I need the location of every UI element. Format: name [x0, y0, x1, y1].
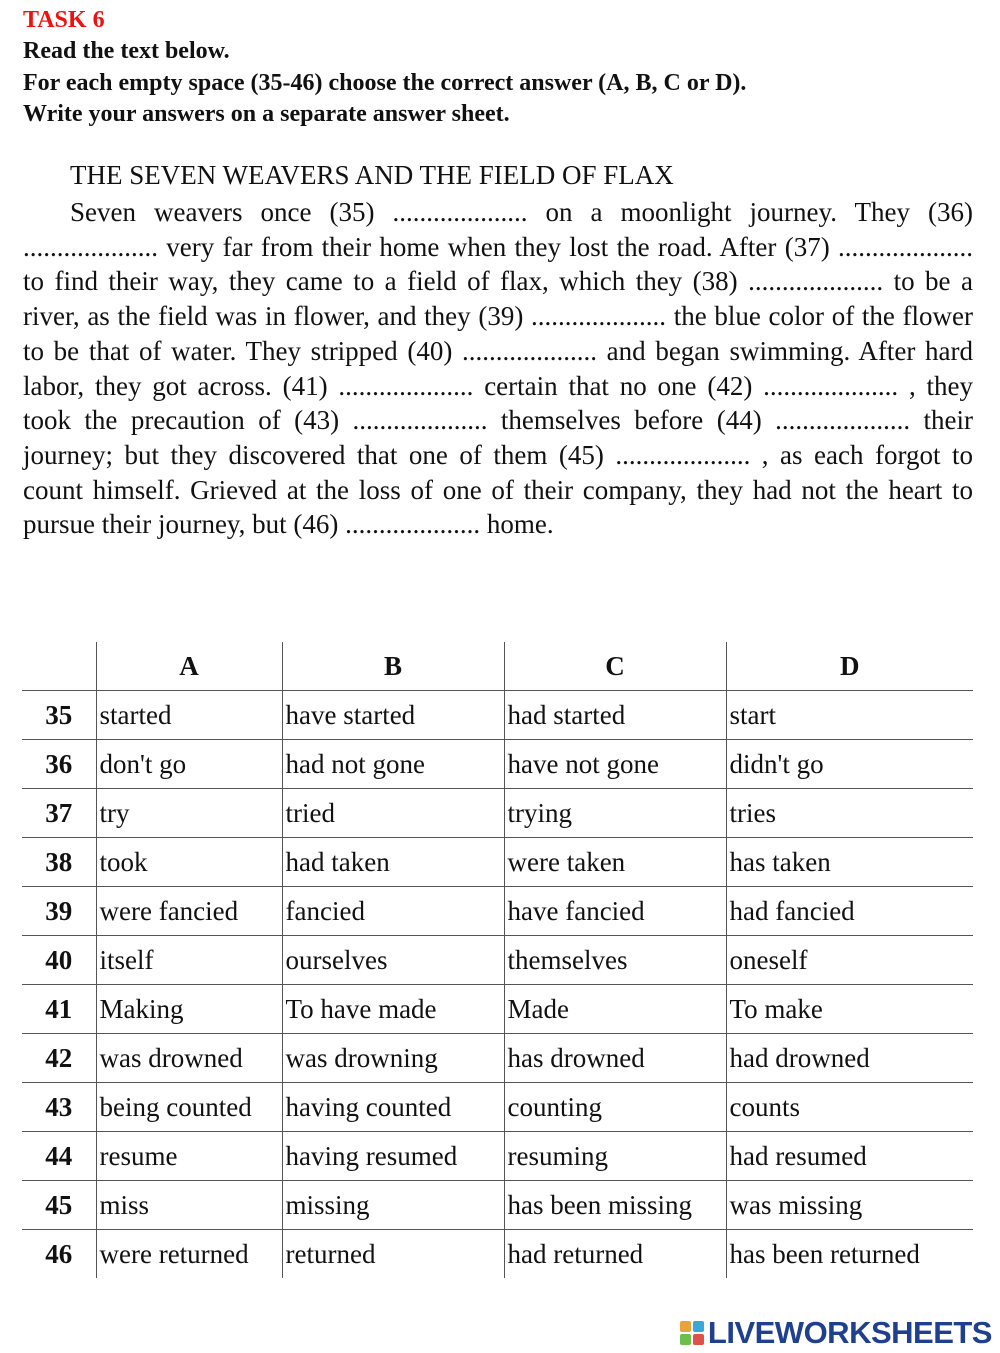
option-d: start — [726, 691, 973, 740]
logo-text: LIVEWORKSHEETS — [707, 1315, 992, 1350]
option-a: took — [96, 838, 282, 887]
instruction-line-1: Read the text below. — [23, 38, 230, 64]
question-row — [22, 1230, 973, 1279]
task-title: TASK 6 — [23, 7, 105, 33]
option-c: have not gone — [504, 740, 726, 789]
answer-blank: .................... — [392, 197, 528, 227]
question-row — [22, 985, 973, 1034]
question-number: 38 — [45, 846, 73, 877]
answer-blank: .................... — [338, 370, 474, 401]
question-number: 44 — [45, 1140, 73, 1171]
option-c: resuming — [504, 1132, 726, 1181]
option-a: were fancied — [96, 887, 282, 936]
question-number: 40 — [45, 944, 73, 975]
answer-blank: .................... — [462, 335, 597, 366]
passage-segment: on a moonlight journey. They (36) — [527, 197, 973, 227]
question-row — [22, 838, 973, 887]
answer-blank: .................... — [352, 405, 488, 436]
story-title: THE SEVEN WEAVERS AND THE FIELD OF FLAX — [70, 160, 674, 190]
passage-segment: very far from their home when they lost the road. After (37) — [158, 231, 838, 262]
instruction-line-3: Write your answers on a separate answer sheet. — [23, 101, 510, 127]
option-a: started — [96, 691, 282, 740]
option-c: counting — [504, 1083, 726, 1132]
question-row — [22, 740, 973, 789]
option-b: had not gone — [282, 740, 504, 789]
question-row — [22, 691, 973, 740]
question-number: 36 — [45, 748, 73, 779]
passage-segment: to find their way, they came to a field of flax, which they (38) — [23, 266, 749, 297]
table-header-corner — [22, 642, 96, 691]
answer-blank: .................... — [775, 405, 911, 436]
answer-blank: .................... — [838, 231, 973, 262]
option-c: themselves — [504, 936, 726, 985]
liveworksheets-logo — [680, 1315, 992, 1351]
passage-segment: Seven weavers once (35) — [70, 197, 393, 227]
option-d: tries — [726, 789, 973, 838]
answer-blank: .................... — [615, 439, 751, 470]
option-c: have fancied — [504, 887, 726, 936]
question-number: 41 — [45, 993, 73, 1024]
option-a: being counted — [96, 1083, 282, 1132]
option-d: has taken — [726, 838, 973, 887]
answer-blank: .................... — [23, 231, 158, 262]
question-row — [22, 1132, 973, 1181]
option-a: try — [96, 789, 282, 838]
question-row — [22, 1181, 973, 1230]
option-c: had started — [504, 691, 726, 740]
passage-segment: themselves before (44) — [487, 405, 776, 436]
question-number: 45 — [45, 1189, 73, 1220]
option-d: was missing — [726, 1181, 973, 1230]
passage-segment: to be a river, as the field was in flower, and they (39) — [23, 266, 973, 332]
passage-segment: , they took the precaution of (43) — [23, 370, 973, 436]
answer-blank: .................... — [763, 370, 899, 401]
question-number: 35 — [45, 699, 73, 730]
question-row — [22, 1083, 973, 1132]
question-number: 42 — [45, 1042, 73, 1073]
option-c: trying — [504, 789, 726, 838]
question-number: 39 — [45, 895, 73, 926]
option-b: To have made — [282, 985, 504, 1034]
column-header-d: D — [726, 642, 973, 691]
option-b: have started — [282, 691, 504, 740]
passage-segment: , as each forgot to count himself. Grieved at the loss of one of their company, they had not the heart to pursue their journey, but (46) — [23, 439, 973, 540]
option-c: had returned — [504, 1230, 726, 1279]
passage-segment: their journey; but they discovered that one of them (45) — [23, 405, 974, 470]
option-a: itself — [96, 936, 282, 985]
option-c: has been missing — [504, 1181, 726, 1230]
option-b: was drowning — [282, 1034, 504, 1083]
option-d: had fancied — [726, 887, 973, 936]
question-row — [22, 887, 973, 936]
column-header-b: B — [282, 642, 504, 691]
option-c: Made — [504, 985, 726, 1034]
option-d: didn't go — [726, 740, 973, 789]
option-c: were taken — [504, 838, 726, 887]
option-b: having counted — [282, 1083, 504, 1132]
option-a: miss — [96, 1181, 282, 1230]
option-d: had resumed — [726, 1132, 973, 1181]
answer-blank: .................... — [345, 509, 481, 540]
option-a: don't go — [96, 740, 282, 789]
option-d: To make — [726, 985, 973, 1034]
column-header-a: A — [96, 642, 282, 691]
option-a: was drowned — [96, 1034, 282, 1083]
passage-segment: and began swimming. After hard labor, they got across. (41) — [23, 335, 974, 401]
option-b: fancied — [282, 887, 504, 936]
passage-segment: home. — [480, 509, 554, 540]
table-header-row — [22, 642, 973, 691]
question-row — [22, 1034, 973, 1083]
option-a: resume — [96, 1132, 282, 1181]
option-d: counts — [726, 1083, 973, 1132]
passage-segment: certain that no one (42) — [473, 370, 764, 401]
question-row — [22, 789, 973, 838]
option-b: had taken — [282, 838, 504, 887]
question-row — [22, 936, 973, 985]
option-a: Making — [96, 985, 282, 1034]
instruction-line-2: For each empty space (35-46) choose the correct answer (A, B, C or D). — [23, 70, 747, 96]
option-b: missing — [282, 1181, 504, 1230]
option-a: were returned — [96, 1230, 282, 1279]
passage-text — [23, 195, 973, 542]
passage-segment: the blue color of the flower to be that of water. They stripped (40) — [23, 301, 974, 366]
answer-options-table — [22, 642, 973, 1278]
option-d: oneself — [726, 936, 973, 985]
option-b: tried — [282, 789, 504, 838]
question-number: 43 — [45, 1091, 73, 1122]
option-c: has drowned — [504, 1034, 726, 1083]
liveworksheets-logo-icon — [680, 1321, 704, 1345]
answer-blank: .................... — [748, 266, 884, 297]
option-b: having resumed — [282, 1132, 504, 1181]
option-d: had drowned — [726, 1034, 973, 1083]
option-b: ourselves — [282, 936, 504, 985]
column-header-c: C — [504, 642, 726, 691]
question-number: 46 — [45, 1238, 73, 1269]
answer-blank: .................... — [531, 301, 667, 332]
option-d: has been returned — [726, 1230, 973, 1279]
option-b: returned — [282, 1230, 504, 1279]
question-number: 37 — [45, 797, 73, 828]
